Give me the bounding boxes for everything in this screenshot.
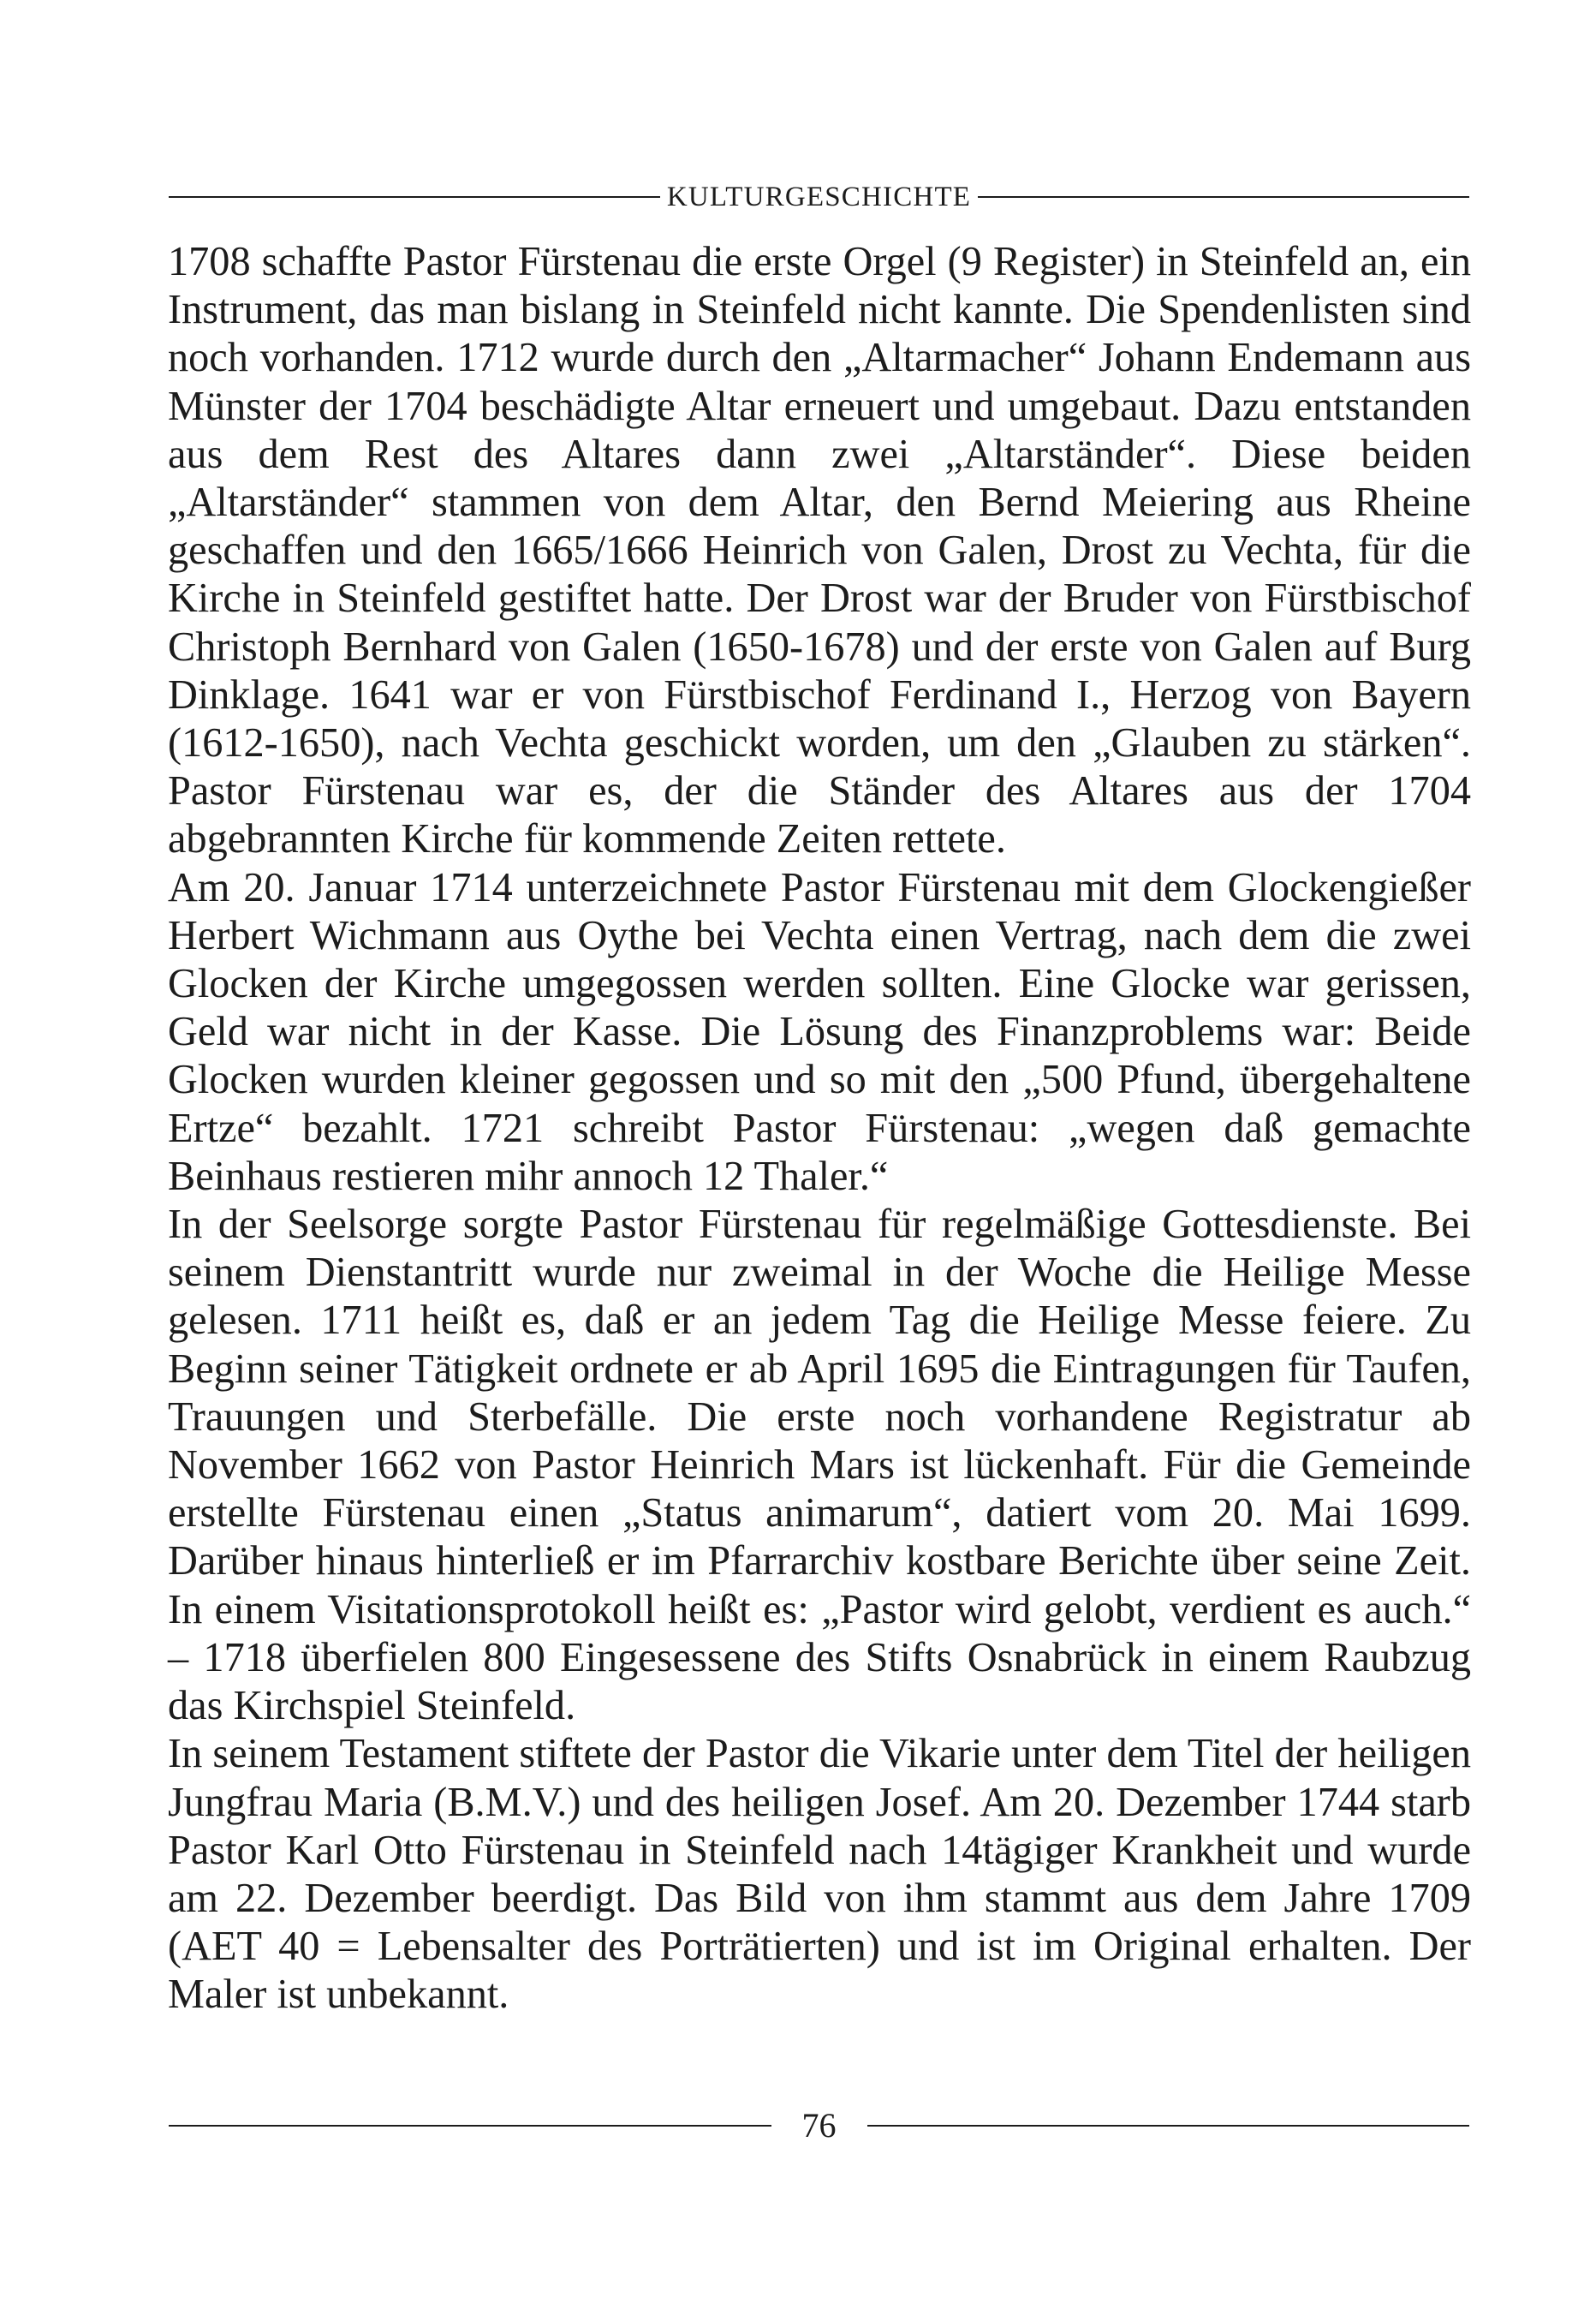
running-header bbox=[169, 176, 1469, 218]
paragraph-organ-altar: 1708 schaffte Pastor Fürstenau die erste Orgel (9 Register) in Steinfeld an, ein Instrument, das man bislang in Steinfeld nicht kannte. Die Spendenlisten sind noch vorhanden. 1712 wurde durch den „Altarmacher“ Johann Endemann aus Münster der 1704 beschädigte Altar erneuert und umgebaut. Dazu entstanden aus dem Rest des Altares dann zwei „Altarständer“. Diese beiden „Altarständer“ stammen von dem Altar, den Bernd Meiering aus Rheine geschaffen und den 1665/1666 Heinrich von Galen, Drost zu Vechta, für die Kirche in Steinfeld gestiftet hatte. Der Drost war der Bruder von Fürstbischof Christoph Bernhard von Galen (1650-1678) und der erste von Galen auf Burg Dinklage. 1641 war er von Fürstbischof Ferdinand I., Herzog von Bayern (1612-1650), nach Vechta geschickt worden, um den „Glauben zu stärken“. Pastor Fürstenau war es, der die Ständer des Altares aus der 1704 abgebrannten Kirche für kommende Zeiten rettete. bbox=[168, 239, 1471, 862]
body-text bbox=[168, 238, 1471, 2079]
header-rule-right bbox=[978, 196, 1469, 198]
paragraph-bells: Am 20. Januar 1714 unterzeichnete Pastor Fürstenau mit dem Glockengießer Herbert Wichmann aus Oythe bei Vechta einen Vertrag, nach dem die zwei Glocken der Kirche umgegossen werden sollten. Eine Glocke war gerissen, Geld war nicht in der Kasse. Die Lösung des Finanzproblems war: Beide Glocken wurden kleiner gegossen und so mit den „500 Pfund, übergehaltene Ertze“ bezahlt. 1721 schreibt Pastor Fürstenau: „wegen daß gemachte Beinhaus restieren mihr annoch 12 Thaler.“ bbox=[168, 864, 1471, 1199]
footer-rule-left bbox=[169, 2125, 771, 2127]
footer-rule-right bbox=[867, 2125, 1470, 2127]
running-title: KULTURGESCHICHTE bbox=[666, 182, 972, 212]
paragraph-pastoral-care: In der Seelsorge sorgte Pastor Fürstenau für regelmäßige Gottesdienste. Bei seinem Dienstantritt wurde nur zweimal in der Woche die Heilige Messe gelesen. 1711 heißt es, daß er an jedem Tag die Heilige Messe feiere. Zu Beginn seiner Tätigkeit ordnete er ab April 1695 die Eintragungen für Taufen, Trauungen und Sterbefälle. Die erste noch vorhandene Registratur ab November 1662 von Pastor Heinrich Mars ist lückenhaft. Für die Gemeinde erstellte Fürstenau einen „Status animarum“, datiert vom 20. Mai 1699. Darüber hinaus hinterließ er im Pfarrarchiv kostbare Berichte über seine Zeit. In einem Visitationsprotokoll heißt es: „Pastor wird gelobt, verdient es auch.“ – 1718 überfielen 800 Eingesessene des Stifts Osnabrück in einem Raubzug das Kirchspiel Steinfeld. bbox=[168, 1202, 1471, 1729]
paragraph-testament: In seinem Testament stiftete der Pastor die Vikarie unter dem Titel der heiligen Jungfrau Maria (B.M.V.) und des heiligen Josef. Am 20. Dezember 1744 starb Pastor Karl Otto Fürstenau in Steinfeld nach 14tägiger Krankheit und wurde am 22. Dezember beerdigt. Das Bild von ihm stammt aus dem Jahre 1709 (AET 40 = Lebensalter des Porträtierten) und ist im Original erhalten. Der Maler ist unbekannt. bbox=[168, 1731, 1471, 2018]
header-rule-left bbox=[169, 196, 660, 198]
page-footer bbox=[169, 2100, 1469, 2151]
page-number: 76 bbox=[801, 2106, 837, 2145]
